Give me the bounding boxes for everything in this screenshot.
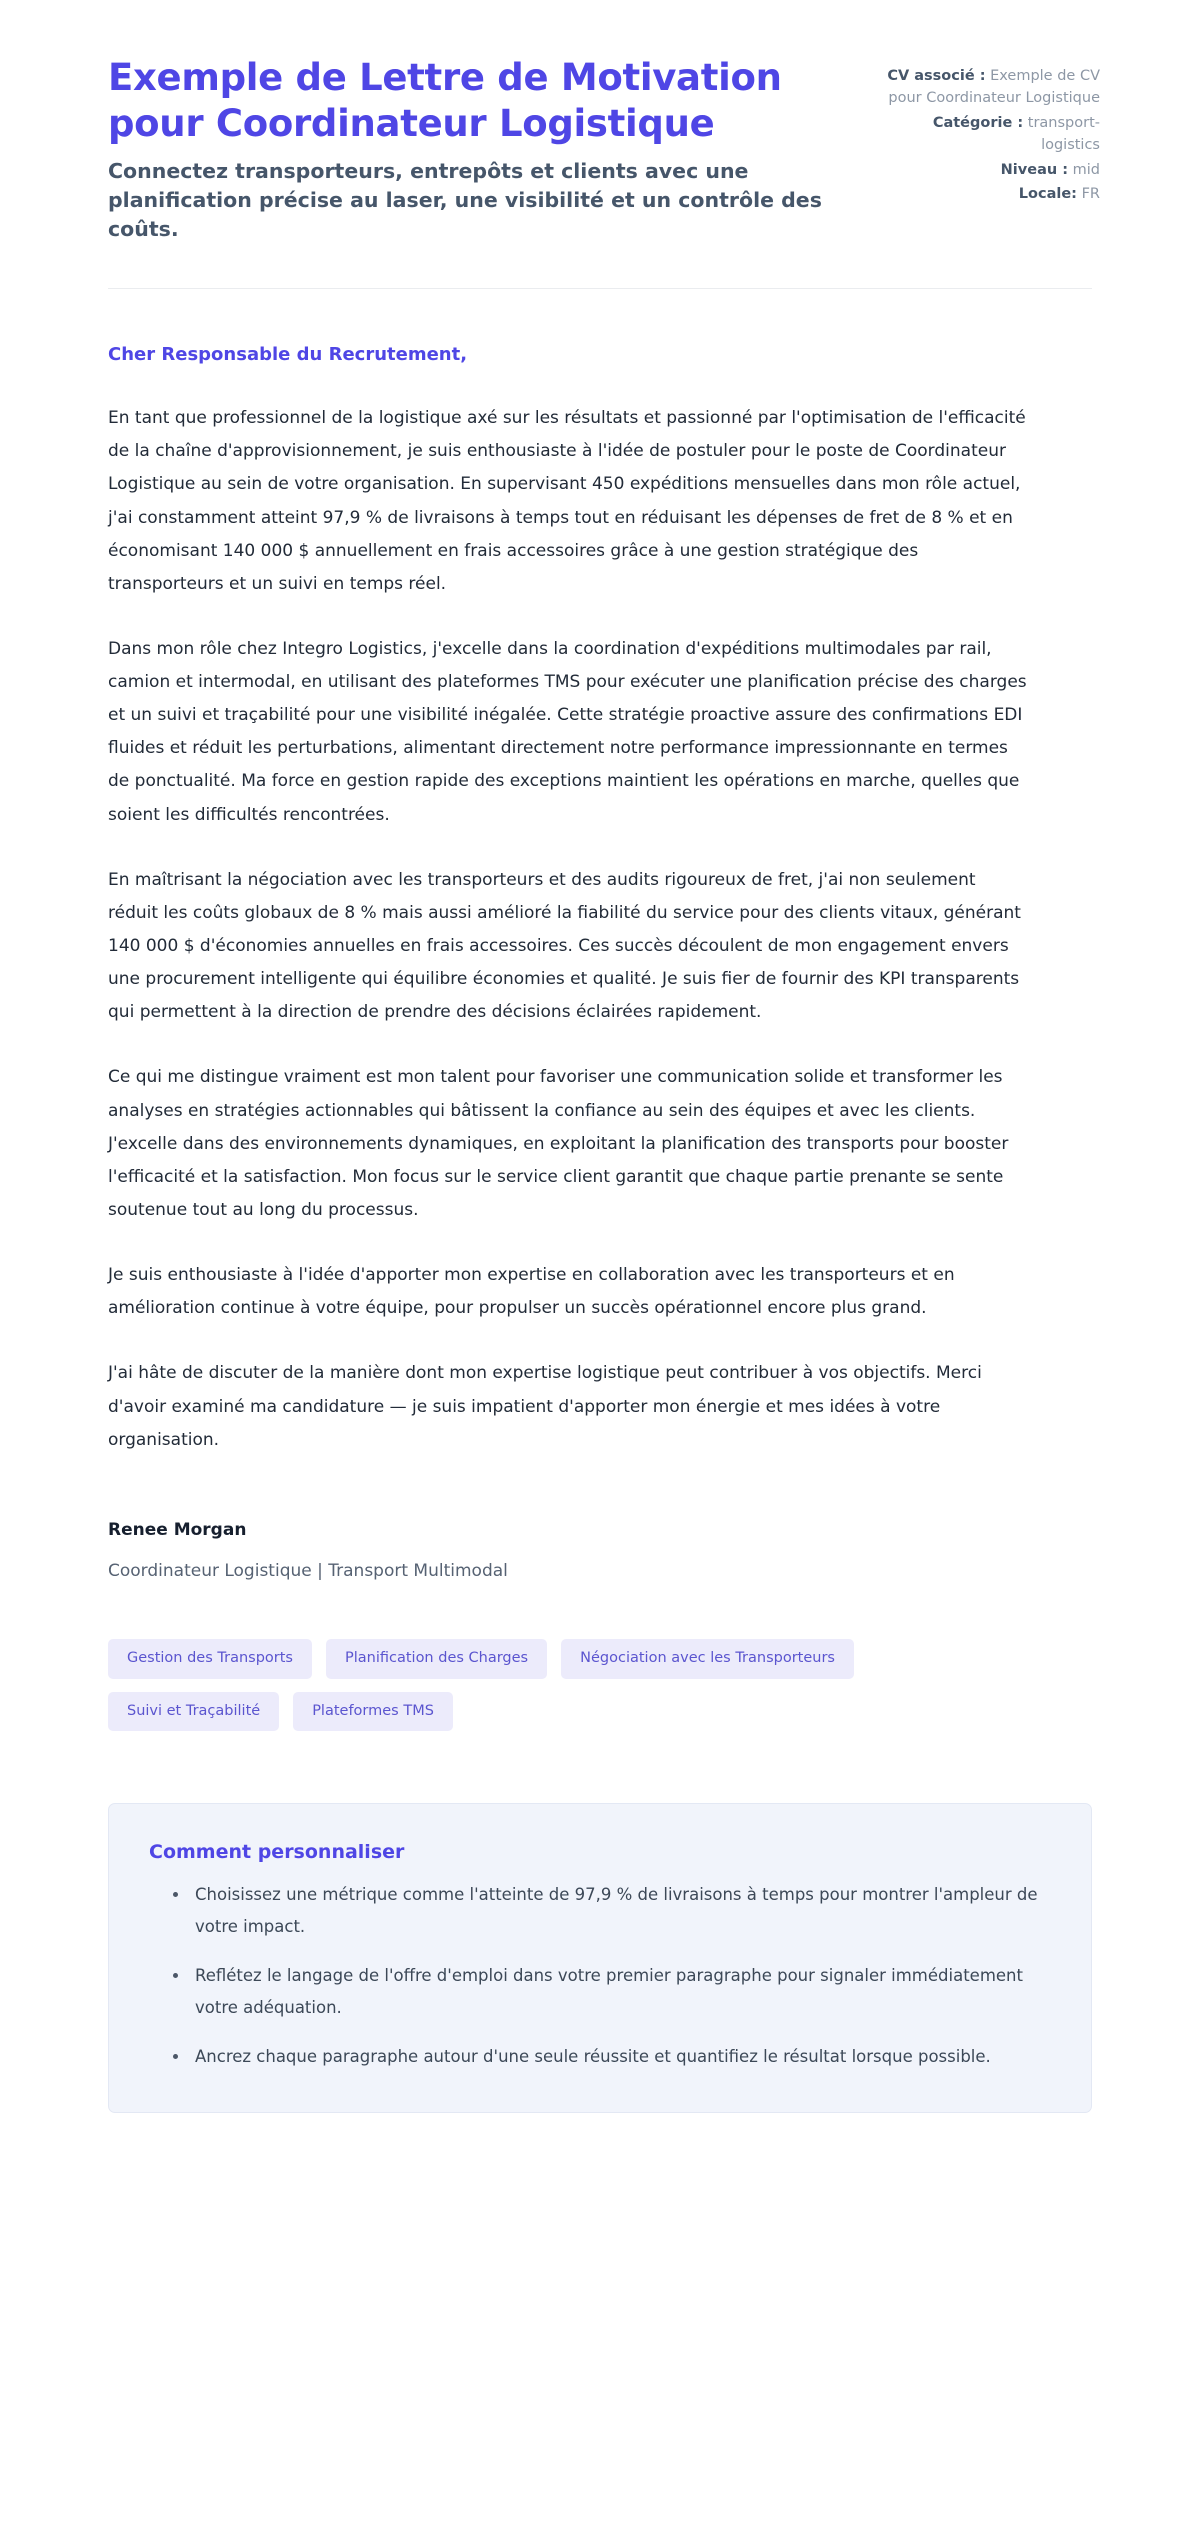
meta-value-category: transport-logistics: [1027, 114, 1100, 154]
meta-label-level: Niveau :: [1000, 161, 1069, 178]
meta-row-locale: [885, 183, 1100, 205]
meta-row-associated-cv: [885, 65, 1100, 110]
signature-name: Renee Morgan: [108, 1519, 247, 1540]
page-content: [100, 0, 1100, 2173]
signature-role: Coordinateur Logistique | Transport Multimodal: [108, 1561, 508, 1582]
header-text-block: [100, 55, 848, 244]
skill-tag[interactable]: Gestion des Transports: [108, 1639, 312, 1679]
letter-body: [100, 341, 1100, 1457]
customization-tips-panel: [108, 1803, 1092, 2112]
meta-label-associated-cv: CV associé :: [887, 68, 986, 84]
page-subtitle: Connectez transporteurs, entrepôts et clients avec une planification précise au laser, une visibilité et un contrôle des coûts.: [108, 158, 822, 241]
skill-tag[interactable]: Négociation avec les Transporteurs: [561, 1639, 854, 1679]
letter-paragraph: Ce qui me distingue vraiment est mon talent pour favoriser une communication solide et transformer les analyses en stratégies actionnables qui bâtissent la confiance au sein des équipes et avec les clients. J'excelle dans des environnements dynamiques, en exploitant la planification des transports pour booster l'efficacité et la satisfaction. Mon focus sur le service client garantit que chaque partie prenante se sente soutenue tout au long du processus.: [108, 1067, 1009, 1221]
meta-row-level: [885, 159, 1100, 181]
meta-label-locale: Locale:: [1018, 186, 1077, 203]
skill-tag[interactable]: Plateformes TMS: [293, 1692, 453, 1732]
meta-value-locale: FR: [1081, 186, 1100, 203]
letter-paragraph: Je suis enthousiaste à l'idée d'apporter mon expertise en collaboration avec les transporteurs et en amélioration continue à votre équipe, pour propulser un succès opérationnel encore plus grand.: [108, 1265, 955, 1319]
letter-paragraph: En maîtrisant la négociation avec les transporteurs et des audits rigoureux de fret, j'ai non seulement réduit les coûts globaux de 8 % mais aussi amélioré la fiabilité du service pour des clients vitaux, générant 140 000 $ d'économies annuelles en frais accessoires. Ces succès découlent de mon engagement envers une procurement intelligente qui équilibre économies et qualité. Je suis fier de fournir des KPI transparents qui permettent à la direction de prendre des décisions éclairées rapidement.: [108, 869, 1021, 1023]
tips-list-item: Ancrez chaque paragraphe autour d'une seule réussite et quantifiez le résultat lorsque possible.: [173, 2041, 1051, 2073]
meta-value-associated-cv: Exemple de CV pour Coordinateur Logistique: [888, 68, 1100, 107]
document-metadata: [885, 55, 1100, 208]
page-header: [100, 0, 1100, 244]
meta-value-level: mid: [1072, 161, 1100, 178]
skill-tag[interactable]: Suivi et Traçabilité: [108, 1692, 279, 1732]
letter-paragraph: En tant que professionnel de la logistique axé sur les résultats et passionné par l'optimisation de l'efficacité de la chaîne d'approvisionnement, je suis enthousiaste à l'idée de postuler pour le poste de Coordinateur Logistique au sein de votre organisation. En supervisant 450 expéditions mensuelles dans mon rôle actuel, j'ai constamment atteint 97,9 % de livraisons à temps tout en réduisant les dépenses de fret de 8 % et en économisant 140 000 $ annuellement en frais accessoires grâce à une gestion stratégique des transporteurs et un suivi en temps réel.: [108, 408, 1026, 594]
skill-tag-list: [108, 1639, 978, 1731]
letter-salutation: Cher Responsable du Recrutement,: [108, 344, 468, 366]
meta-label-category: Catégorie :: [932, 114, 1024, 131]
header-divider: [108, 288, 1092, 289]
tips-list-item: Reflétez le langage de l'offre d'emploi dans votre premier paragraphe pour signaler immédiatement votre adéquation.: [173, 1960, 1051, 2024]
tips-list-item: Choisissez une métrique comme l'atteinte de 97,9 % de livraisons à temps pour montrer l'ampleur de votre impact.: [173, 1879, 1051, 1943]
tips-panel-title: Comment personnaliser: [149, 1841, 405, 1864]
letter-paragraph: Dans mon rôle chez Integro Logistics, j'excelle dans la coordination d'expéditions multimodales par rail, camion et intermodal, en utilisant des plateformes TMS pour exécuter une planification précise des charges et un suivi et traçabilité pour une visibilité inégalée. Cette stratégie proactive assure des confirmations EDI fluides et réduit les perturbations, alimentant directement notre performance impressionnante en termes de ponctualité. Ma force en gestion rapide des exceptions maintient les opérations en marche, quelles que soient les difficultés rencontrées.: [108, 638, 1027, 825]
letter-signature: [100, 1517, 1100, 1585]
meta-row-category: [885, 112, 1100, 157]
tips-list: [149, 1879, 1051, 2074]
skill-tag[interactable]: Planification des Charges: [326, 1639, 547, 1679]
page-title: Exemple de Lettre de Motivation pour Coordinateur Logistique: [108, 56, 782, 145]
letter-paragraph: J'ai hâte de discuter de la manière dont mon expertise logistique peut contribuer à vos objectifs. Merci d'avoir examiné ma candidature — je suis impatient d'apporter mon énergie et mes idées à votre organisation.: [108, 1363, 982, 1450]
